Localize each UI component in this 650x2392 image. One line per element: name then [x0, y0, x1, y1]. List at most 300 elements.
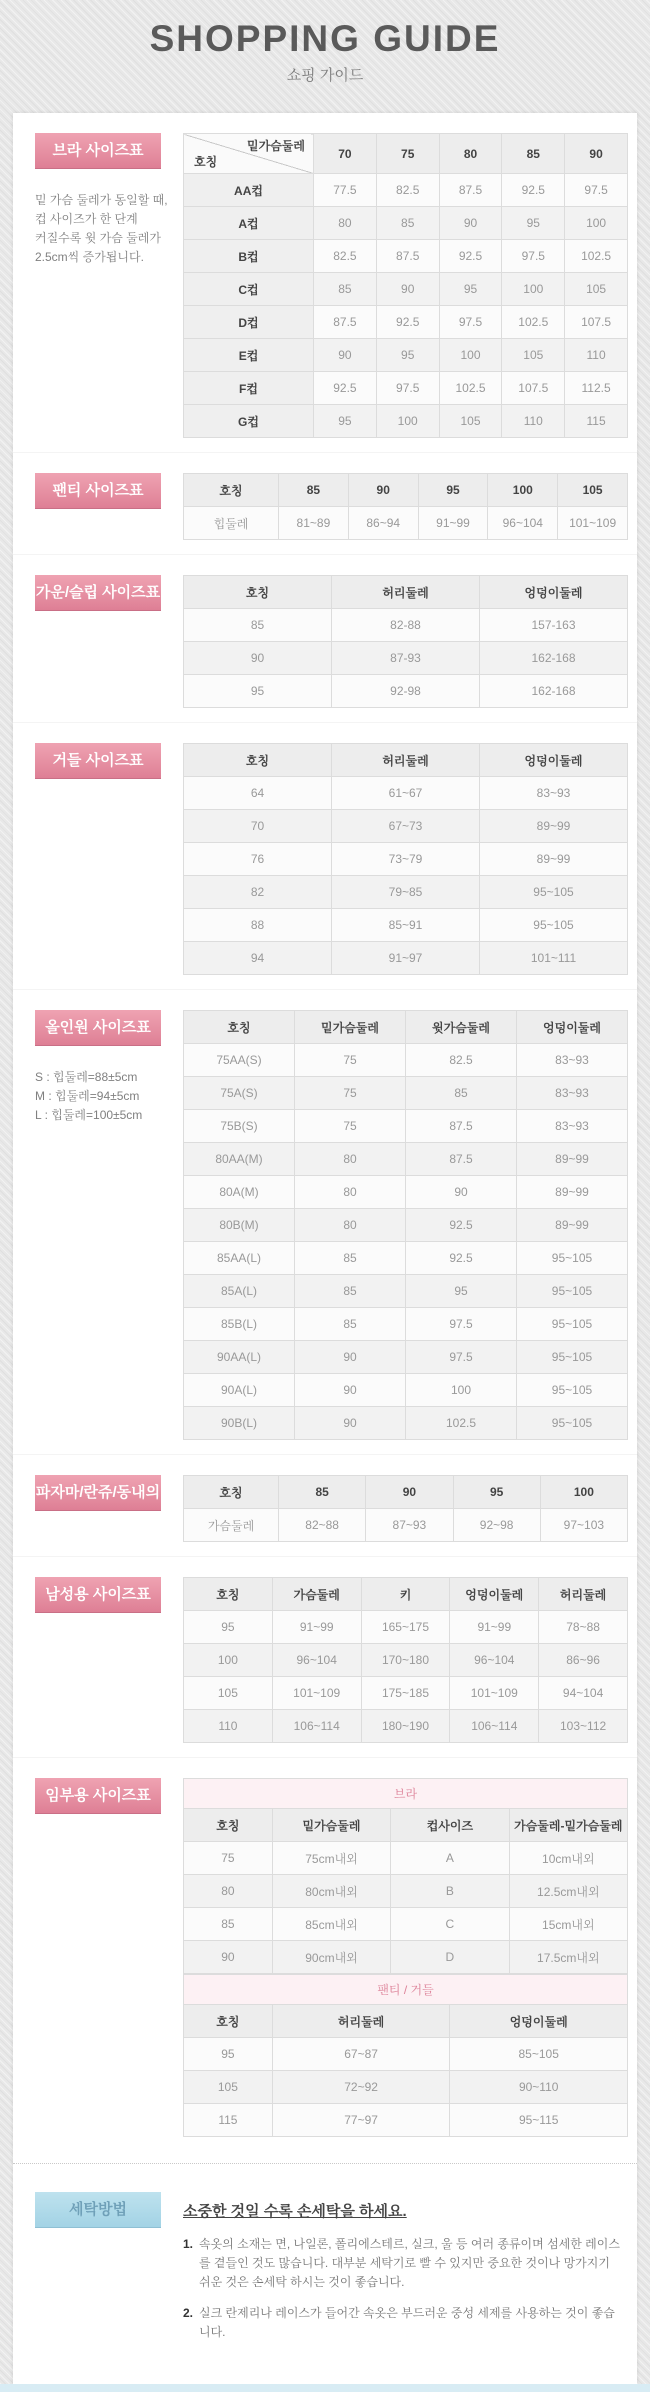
- column-header: 가슴둘레: [272, 1578, 361, 1611]
- table-cell: 91~99: [450, 1611, 539, 1644]
- table-row: [184, 1044, 628, 1077]
- table-row: [184, 675, 628, 708]
- table-cell: 91~97: [332, 942, 480, 975]
- section-bra: [13, 113, 637, 452]
- girdle-header-row: [184, 744, 628, 777]
- table-cell: 97.5: [565, 174, 628, 207]
- table-row: [184, 876, 628, 909]
- table-cell: 105: [502, 339, 565, 372]
- table-cell: 95~115: [450, 2104, 628, 2137]
- section-gown: [13, 554, 637, 722]
- table-cell: 89~99: [480, 843, 628, 876]
- table-cell: 85: [314, 273, 377, 306]
- allinone-header-row: [184, 1011, 628, 1044]
- washing-item-text: 속옷의 소재는 면, 나일론, 폴리에스테르, 실크, 울 등 여러 종류이며 섬세한 레이스를 곁들인 것도 많습니다. 대부분 세탁기로 빨 수 있지만 중요한 것이나 망가지기 쉬운 것은 손세탁 하시는 것이 좋습니다.: [199, 2237, 620, 2289]
- table-cell: 17.5cm내외: [509, 1941, 627, 1974]
- table-cell: 86~96: [539, 1644, 628, 1677]
- table-cell: 89~99: [517, 1209, 628, 1242]
- table-cell: 95~105: [480, 909, 628, 942]
- row-header-cell: G컵: [184, 405, 314, 438]
- table-cell: 10cm내외: [509, 1842, 627, 1875]
- panty-size-table: [183, 473, 628, 540]
- column-header: 100: [488, 474, 558, 507]
- table-cell: 79~85: [332, 876, 480, 909]
- table-cell: 92.5: [406, 1242, 517, 1275]
- table-cell: 162-168: [480, 642, 628, 675]
- column-header: 호칭: [184, 2005, 273, 2038]
- row-header-cell: AA컵: [184, 174, 314, 207]
- table-row: [184, 1509, 628, 1542]
- note-line: 2.5cm씩 증가됩니다.: [35, 250, 144, 264]
- column-header: 105: [558, 474, 628, 507]
- table-cell: 115: [565, 405, 628, 438]
- table-cell: 95~105: [517, 1242, 628, 1275]
- table-cell: 82.5: [406, 1044, 517, 1077]
- table-cell: 91~99: [418, 507, 488, 540]
- table-cell: 85: [376, 207, 439, 240]
- table-cell: 83~93: [517, 1044, 628, 1077]
- table-cell: 82~88: [279, 1509, 366, 1542]
- table-cell: 162-168: [480, 675, 628, 708]
- table-cell: 101~109: [558, 507, 628, 540]
- table-cell: 90~110: [450, 2071, 628, 2104]
- table-cell: 105: [439, 405, 502, 438]
- table-cell: 102.5: [406, 1407, 517, 1440]
- bra-corner-cell: [184, 134, 314, 174]
- column-header: 95: [418, 474, 488, 507]
- table-cell: 101~109: [272, 1677, 361, 1710]
- table-cell: 89~99: [517, 1143, 628, 1176]
- allinone-size-table: [183, 1010, 628, 1440]
- table-row: [184, 1110, 628, 1143]
- maternity-bra-header-row: [184, 1809, 628, 1842]
- table-cell: 180~190: [361, 1710, 450, 1743]
- table-cell: 100: [565, 207, 628, 240]
- table-cell: 106~114: [450, 1710, 539, 1743]
- section-pajama: [13, 1454, 637, 1556]
- table-cell: 80: [295, 1209, 406, 1242]
- table-cell: 92.5: [439, 240, 502, 273]
- table-cell: 100: [376, 405, 439, 438]
- table-row: [184, 1407, 628, 1440]
- table-row: [184, 1143, 628, 1176]
- table-cell: 85AA(L): [184, 1242, 295, 1275]
- table-cell: 85cm내외: [272, 1908, 390, 1941]
- section-label-mens: 남성용 사이즈표: [35, 1577, 161, 1613]
- table-cell: 67~73: [332, 810, 480, 843]
- note-line: 커질수록 윗 가슴 둘레가: [35, 231, 161, 245]
- table-cell: 83~93: [480, 777, 628, 810]
- table-row: [184, 843, 628, 876]
- band-label: 팬티 / 거들: [184, 1975, 628, 2005]
- column-header: 엉덩이둘레: [480, 576, 628, 609]
- table-cell: B: [391, 1875, 509, 1908]
- table-cell: 75: [295, 1044, 406, 1077]
- panty-header-row: [184, 474, 628, 507]
- table-cell: 87.5: [314, 306, 377, 339]
- column-header: 90: [348, 474, 418, 507]
- table-cell: 85~91: [332, 909, 480, 942]
- table-cell: 가슴둘레: [184, 1509, 279, 1542]
- table-cell: 97.5: [376, 372, 439, 405]
- table-cell: 91~99: [272, 1611, 361, 1644]
- gown-header-row: [184, 576, 628, 609]
- table-cell: 100: [502, 273, 565, 306]
- table-row: [184, 642, 628, 675]
- column-header: 100: [540, 1476, 627, 1509]
- column-header: 호칭: [184, 1809, 273, 1842]
- table-cell: A: [391, 1842, 509, 1875]
- table-cell: 85B(L): [184, 1308, 295, 1341]
- table-cell: 85: [184, 609, 332, 642]
- table-cell: 76: [184, 843, 332, 876]
- table-row: [184, 207, 628, 240]
- table-cell: 85A(L): [184, 1275, 295, 1308]
- table-cell: 95~105: [480, 876, 628, 909]
- section-allinone: [13, 989, 637, 1454]
- table-row: [184, 1374, 628, 1407]
- table-row: [184, 1275, 628, 1308]
- allinone-note: [35, 1068, 173, 1125]
- table-cell: 97.5: [439, 306, 502, 339]
- section-girdle: [13, 722, 637, 989]
- table-cell: 86~94: [348, 507, 418, 540]
- washing-item-number: 2.: [183, 2306, 194, 2320]
- table-cell: 87.5: [406, 1110, 517, 1143]
- table-cell: 85: [295, 1275, 406, 1308]
- table-cell: 89~99: [480, 810, 628, 843]
- table-cell: 80: [295, 1143, 406, 1176]
- table-cell: 102.5: [565, 240, 628, 273]
- table-row: [184, 1209, 628, 1242]
- table-cell: 92-98: [332, 675, 480, 708]
- table-cell: 100: [406, 1374, 517, 1407]
- table-cell: 80cm내외: [272, 1875, 390, 1908]
- table-cell: 95: [314, 405, 377, 438]
- table-row: [184, 777, 628, 810]
- pajama-header-row: [184, 1476, 628, 1509]
- table-row: [184, 1842, 628, 1875]
- table-cell: 102.5: [439, 372, 502, 405]
- column-header: 엉덩이둘레: [450, 2005, 628, 2038]
- section-washing: [13, 2164, 637, 2384]
- table-cell: 110: [184, 1710, 273, 1743]
- table-cell: 100: [439, 339, 502, 372]
- table-cell: 73~79: [332, 843, 480, 876]
- corner-bottom-label: 호칭: [194, 155, 218, 169]
- table-row: [184, 339, 628, 372]
- table-cell: 105: [184, 1677, 273, 1710]
- section-mens: [13, 1556, 637, 1757]
- table-cell: 95~105: [517, 1407, 628, 1440]
- column-header: 가슴둘레-밑가슴둘레: [509, 1809, 627, 1842]
- section-panty: [13, 452, 637, 554]
- table-row: [184, 609, 628, 642]
- table-cell: 170~180: [361, 1644, 450, 1677]
- table-cell: 175~185: [361, 1677, 450, 1710]
- row-header-cell: D컵: [184, 306, 314, 339]
- column-header: 허리둘레: [332, 744, 480, 777]
- section-bra-side: [35, 133, 183, 438]
- note-line: 컵 사이즈가 한 단계: [35, 212, 138, 226]
- table-row: [184, 1941, 628, 1974]
- section-label-allinone: 올인원 사이즈표: [35, 1010, 161, 1046]
- table-cell: 90AA(L): [184, 1341, 295, 1374]
- column-header: 호칭: [184, 576, 332, 609]
- column-header: 90: [366, 1476, 453, 1509]
- table-row: [184, 1308, 628, 1341]
- table-row: [184, 306, 628, 339]
- column-header: 호칭: [184, 1476, 279, 1509]
- table-cell: 80A(M): [184, 1176, 295, 1209]
- table-row: [184, 273, 628, 306]
- table-cell: 88: [184, 909, 332, 942]
- table-cell: 105: [184, 2071, 273, 2104]
- table-cell: 87.5: [376, 240, 439, 273]
- table-cell: 75: [184, 1842, 273, 1875]
- table-cell: 72~92: [272, 2071, 450, 2104]
- table-cell: 90: [439, 207, 502, 240]
- table-cell: 82: [184, 876, 332, 909]
- content-panel: [13, 113, 637, 2384]
- table-row: [184, 1176, 628, 1209]
- row-header-cell: A컵: [184, 207, 314, 240]
- column-header: 90: [565, 134, 628, 174]
- section-label-panty: 팬티 사이즈표: [35, 473, 161, 509]
- table-cell: 64: [184, 777, 332, 810]
- section-label-bra: 브라 사이즈표: [35, 133, 161, 169]
- table-cell: 110: [565, 339, 628, 372]
- table-row: [184, 909, 628, 942]
- table-cell: 95: [184, 675, 332, 708]
- column-header: 호칭: [184, 1578, 273, 1611]
- table-cell: 80B(M): [184, 1209, 295, 1242]
- table-row: [184, 1341, 628, 1374]
- table-cell: 90: [295, 1341, 406, 1374]
- table-cell: 97~103: [540, 1509, 627, 1542]
- table-row: [184, 1644, 628, 1677]
- table-cell: 95: [184, 2038, 273, 2071]
- table-cell: 101~111: [480, 942, 628, 975]
- table-cell: 90: [184, 1941, 273, 1974]
- section-label-pajama: 파자마/란쥬/동내의: [35, 1475, 161, 1511]
- column-header: 호칭: [184, 1011, 295, 1044]
- maternity-panty-band: [184, 1975, 628, 2005]
- column-header: 허리둘레: [539, 1578, 628, 1611]
- table-row: [184, 2104, 628, 2137]
- page-title: SHOPPING GUIDE: [149, 18, 501, 59]
- table-cell: 95: [439, 273, 502, 306]
- column-header: 허리둘레: [272, 2005, 450, 2038]
- mens-header-row: [184, 1578, 628, 1611]
- gown-size-table: [183, 575, 628, 708]
- table-cell: 77~97: [272, 2104, 450, 2137]
- table-cell: 75: [295, 1077, 406, 1110]
- column-header: 컵사이즈: [391, 1809, 509, 1842]
- table-cell: 80AA(M): [184, 1143, 295, 1176]
- table-cell: 95~105: [517, 1308, 628, 1341]
- washing-item: [183, 2235, 628, 2292]
- table-cell: 80: [295, 1176, 406, 1209]
- table-cell: 61~67: [332, 777, 480, 810]
- table-cell: 75cm내외: [272, 1842, 390, 1875]
- table-cell: 90: [295, 1374, 406, 1407]
- table-row: [184, 2038, 628, 2071]
- table-row: [184, 240, 628, 273]
- corner-top-label: 밑가슴둘레: [247, 139, 305, 153]
- table-row: [184, 1677, 628, 1710]
- table-cell: 97.5: [406, 1308, 517, 1341]
- table-cell: 107.5: [565, 306, 628, 339]
- table-row: [184, 372, 628, 405]
- table-cell: 75: [295, 1110, 406, 1143]
- table-cell: 92~98: [453, 1509, 540, 1542]
- note-line: S : 힙둘레=88±5cm: [35, 1070, 138, 1084]
- row-header-cell: B컵: [184, 240, 314, 273]
- maternity-panty-girdle-table: [183, 1974, 628, 2137]
- table-cell: 105: [565, 273, 628, 306]
- table-cell: 92.5: [406, 1209, 517, 1242]
- table-cell: 101~109: [450, 1677, 539, 1710]
- table-cell: 85: [295, 1308, 406, 1341]
- table-row: [184, 1611, 628, 1644]
- table-cell: 85~105: [450, 2038, 628, 2071]
- table-cell: 67~87: [272, 2038, 450, 2071]
- table-cell: 75AA(S): [184, 1044, 295, 1077]
- table-cell: 112.5: [565, 372, 628, 405]
- table-cell: 87.5: [439, 174, 502, 207]
- table-cell: 80: [184, 1875, 273, 1908]
- washing-item: [183, 2304, 628, 2342]
- table-cell: 75A(S): [184, 1077, 295, 1110]
- table-cell: 92.5: [376, 306, 439, 339]
- column-header: 95: [453, 1476, 540, 1509]
- table-cell: 70: [184, 810, 332, 843]
- washing-item-number: 1.: [183, 2237, 194, 2251]
- table-cell: 80: [314, 207, 377, 240]
- column-header: 70: [314, 134, 377, 174]
- column-header: 호칭: [184, 744, 332, 777]
- section-label-gown: 가운/슬립 사이즈표: [35, 575, 161, 611]
- table-cell: 95~105: [517, 1341, 628, 1374]
- column-header: 호칭: [184, 474, 279, 507]
- column-header: 엉덩이둘레: [450, 1578, 539, 1611]
- table-row: [184, 1875, 628, 1908]
- table-cell: 87-93: [332, 642, 480, 675]
- table-cell: 75B(S): [184, 1110, 295, 1143]
- table-cell: 85: [295, 1242, 406, 1275]
- table-cell: 90B(L): [184, 1407, 295, 1440]
- table-row: [184, 174, 628, 207]
- table-cell: 95~105: [517, 1374, 628, 1407]
- column-header: 밑가슴둘레: [272, 1809, 390, 1842]
- column-header: 85: [502, 134, 565, 174]
- page-header: [0, 0, 650, 113]
- column-header: 윗가슴둘레: [406, 1011, 517, 1044]
- table-cell: D: [391, 1941, 509, 1974]
- table-cell: 77.5: [314, 174, 377, 207]
- row-header-cell: C컵: [184, 273, 314, 306]
- maternity-bra-table: [183, 1778, 628, 1974]
- table-row: [184, 810, 628, 843]
- washing-title: 소중한 것일 수록 손세탁을 하세요.: [183, 2203, 407, 2220]
- table-cell: 95: [502, 207, 565, 240]
- table-cell: 힙둘레: [184, 507, 279, 540]
- table-cell: 165~175: [361, 1611, 450, 1644]
- row-header-cell: F컵: [184, 372, 314, 405]
- section-label-girdle: 거들 사이즈표: [35, 743, 161, 779]
- table-cell: 94~104: [539, 1677, 628, 1710]
- table-cell: 92.5: [314, 372, 377, 405]
- table-cell: 85: [406, 1077, 517, 1110]
- note-line: M : 힙둘레=94±5cm: [35, 1089, 140, 1103]
- table-cell: 12.5cm내외: [509, 1875, 627, 1908]
- column-header: 75: [376, 134, 439, 174]
- note-line: 밑 가슴 둘레가 동일할 때,: [35, 193, 168, 207]
- page-subtitle: 쇼핑 가이드: [286, 67, 364, 84]
- table-cell: 106~114: [272, 1710, 361, 1743]
- table-cell: 96~104: [488, 507, 558, 540]
- table-cell: 102.5: [502, 306, 565, 339]
- table-cell: 83~93: [517, 1110, 628, 1143]
- table-cell: 115: [184, 2104, 273, 2137]
- note-line: L : 힙둘레=100±5cm: [35, 1108, 143, 1122]
- table-cell: 87.5: [406, 1143, 517, 1176]
- table-cell: 107.5: [502, 372, 565, 405]
- table-cell: 90: [376, 273, 439, 306]
- column-header: 80: [439, 134, 502, 174]
- table-cell: 95: [184, 1611, 273, 1644]
- table-cell: 85: [184, 1908, 273, 1941]
- table-cell: 95: [376, 339, 439, 372]
- table-cell: 95~105: [517, 1275, 628, 1308]
- table-cell: 92.5: [502, 174, 565, 207]
- table-cell: C: [391, 1908, 509, 1941]
- table-cell: 95: [406, 1275, 517, 1308]
- table-row: [184, 942, 628, 975]
- table-row: [184, 507, 628, 540]
- table-cell: 82-88: [332, 609, 480, 642]
- table-cell: 89~99: [517, 1176, 628, 1209]
- table-cell: 90: [406, 1176, 517, 1209]
- table-row: [184, 1077, 628, 1110]
- table-cell: 157-163: [480, 609, 628, 642]
- washing-items: [183, 2235, 628, 2342]
- column-header: 허리둘레: [332, 576, 480, 609]
- table-cell: 87~93: [366, 1509, 453, 1542]
- table-cell: 15cm내외: [509, 1908, 627, 1941]
- table-cell: 97.5: [502, 240, 565, 273]
- mens-size-table: [183, 1577, 628, 1743]
- maternity-bra-band: [184, 1779, 628, 1809]
- table-cell: 97.5: [406, 1341, 517, 1374]
- section-label-washing: 세탁방법: [35, 2192, 161, 2228]
- bra-size-table: [183, 133, 628, 438]
- section-label-maternity: 임부용 사이즈표: [35, 1778, 161, 1814]
- table-cell: 100: [184, 1644, 273, 1677]
- column-header: 엉덩이둘레: [517, 1011, 628, 1044]
- band-label: 브라: [184, 1779, 628, 1809]
- bottom-strip: [0, 2384, 650, 2392]
- section-maternity: [13, 1757, 637, 2151]
- table-row: [184, 1242, 628, 1275]
- table-cell: 90cm내외: [272, 1941, 390, 1974]
- column-header: 85: [279, 1476, 366, 1509]
- table-cell: 90A(L): [184, 1374, 295, 1407]
- table-row: [184, 405, 628, 438]
- maternity-panty-header-row: [184, 2005, 628, 2038]
- column-header: 키: [361, 1578, 450, 1611]
